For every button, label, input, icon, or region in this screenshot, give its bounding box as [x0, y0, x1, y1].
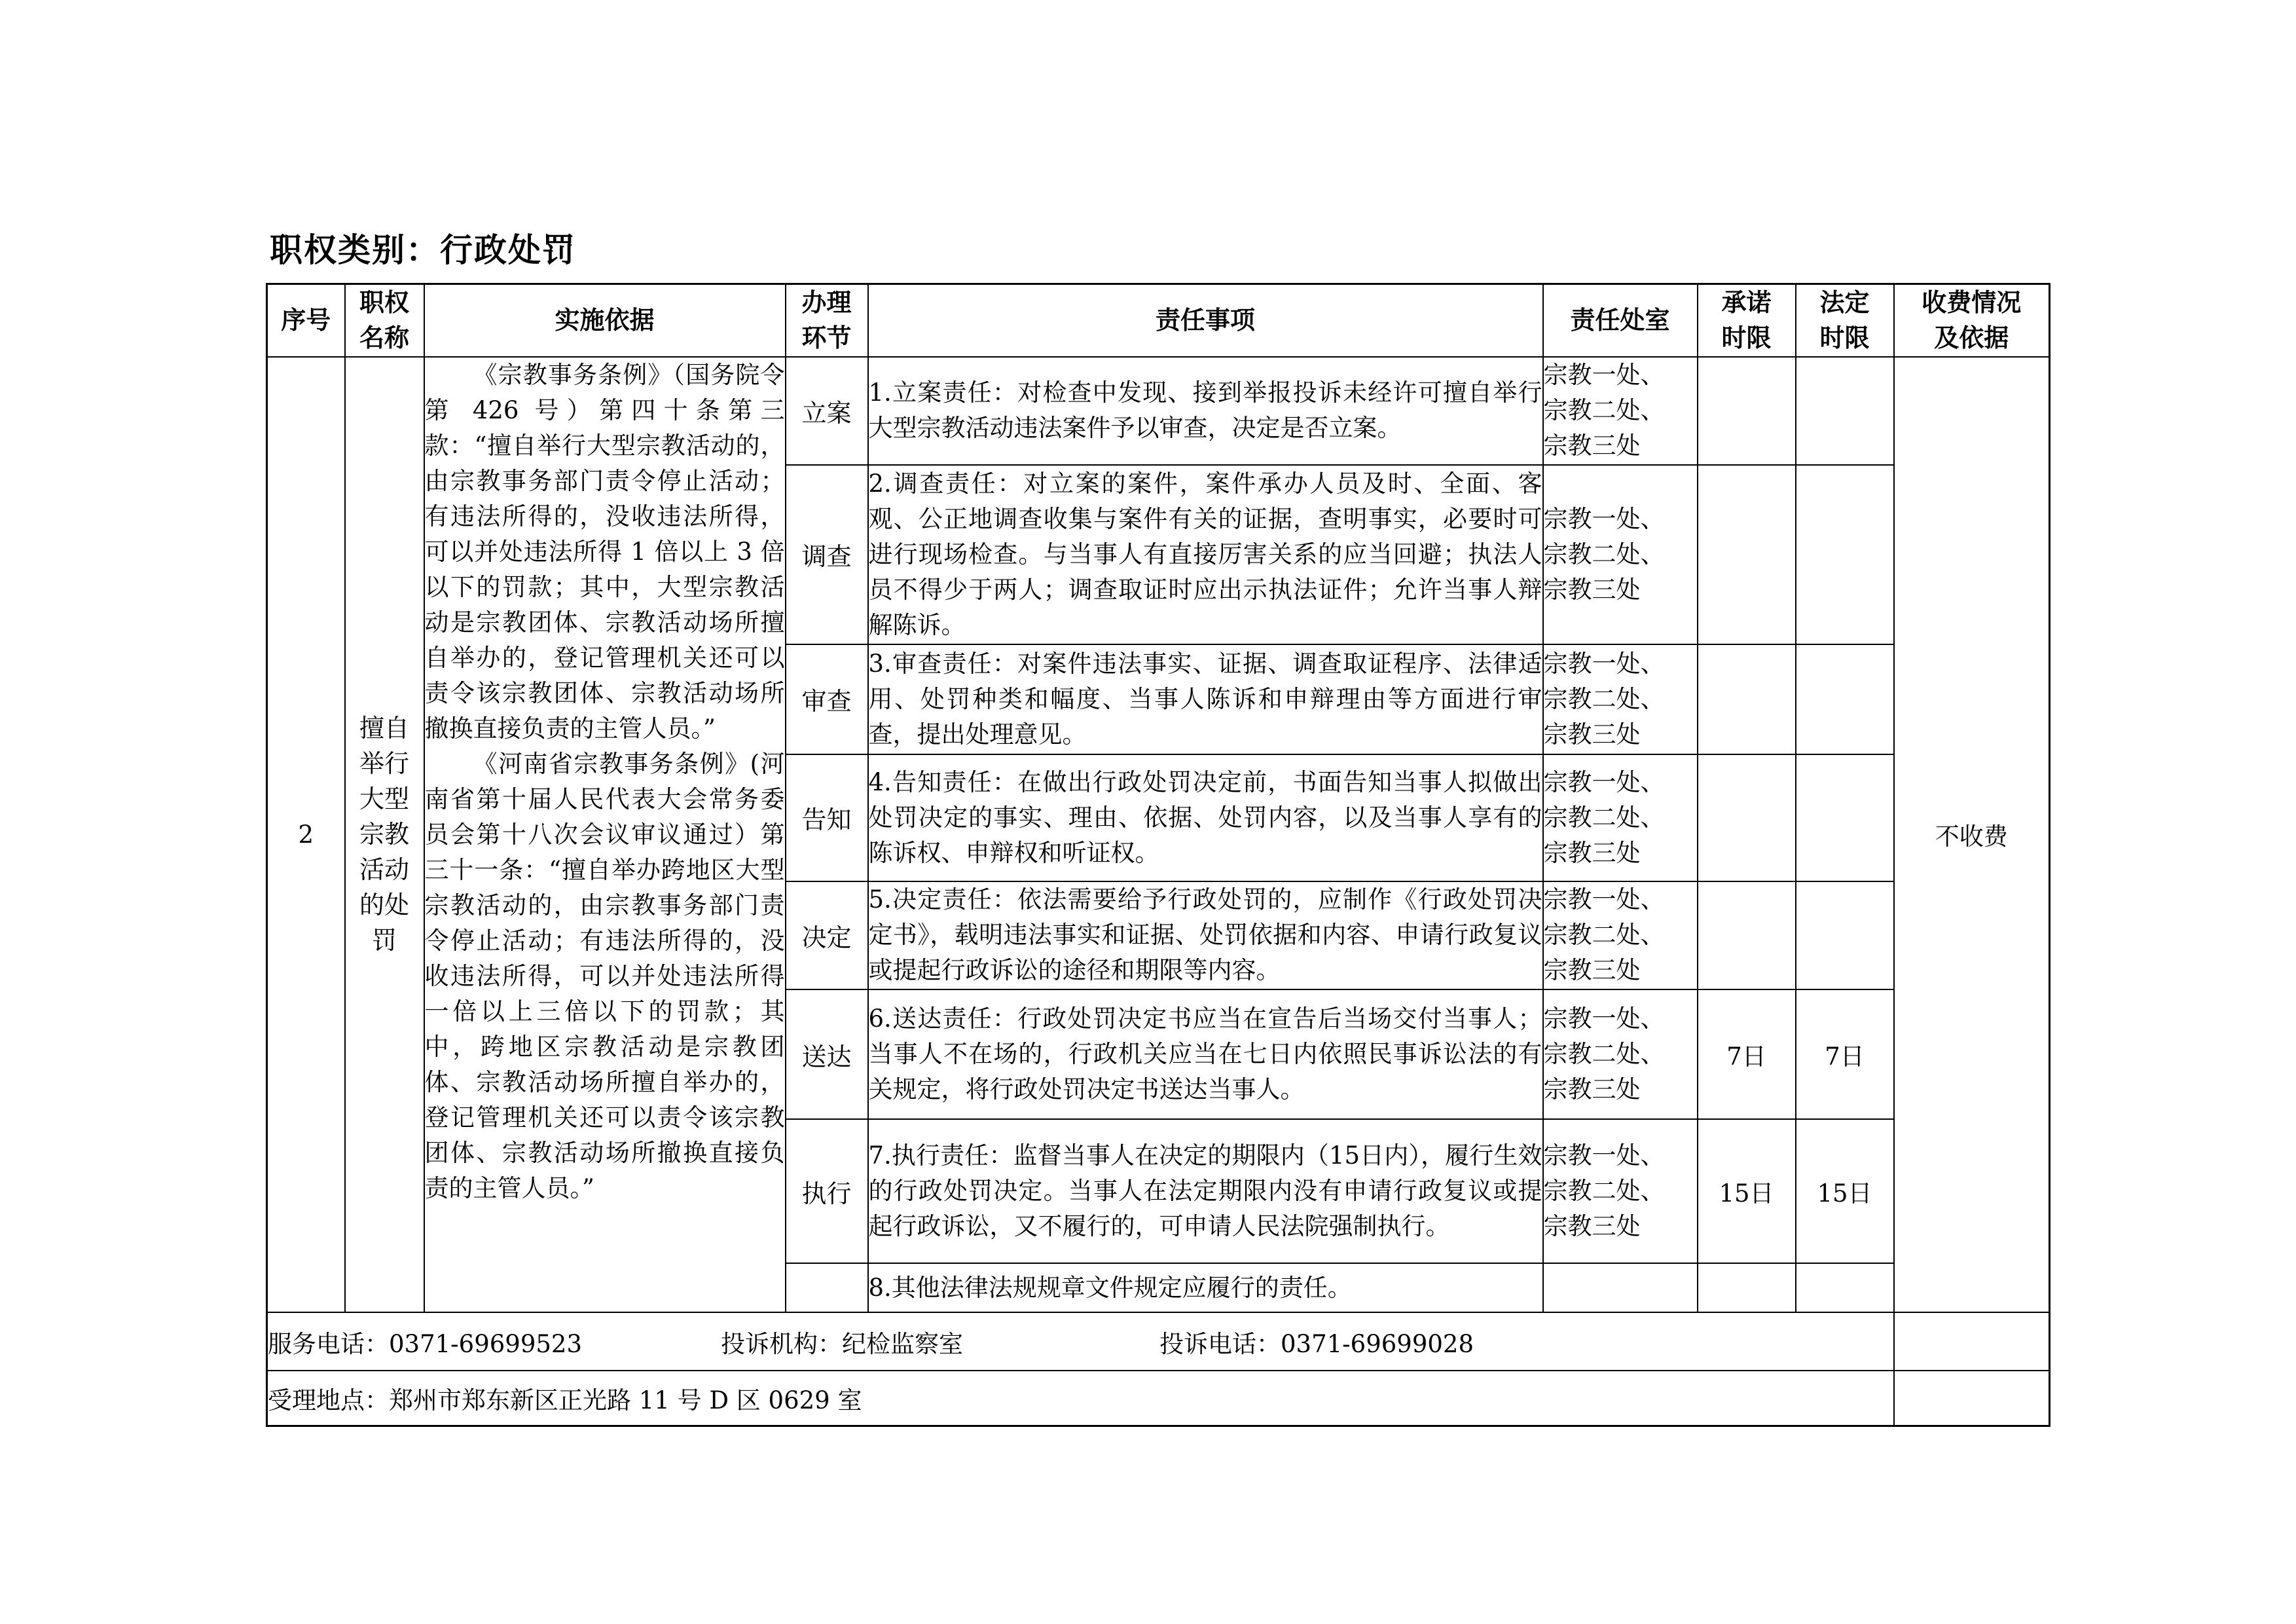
header-legal-text: 法定时限	[1819, 288, 1870, 353]
footer-empty-cell	[1894, 1312, 2050, 1371]
header-fee-text: 收费情况及依据	[1922, 288, 2022, 353]
complaint-phone: 投诉电话：0371-69699028	[1159, 1329, 1474, 1358]
header-duty: 责任事项	[868, 284, 1543, 357]
complaint-org: 投诉机构：纪检监察室	[721, 1329, 963, 1358]
seq-cell: 2	[267, 357, 345, 1313]
legal-cell	[1796, 754, 1894, 881]
legal-cell: 7日	[1796, 989, 1894, 1119]
stage-cell: 调查	[786, 465, 868, 644]
dept-text: 宗教一处、宗教二处、宗教三处	[1543, 361, 1665, 460]
stage-cell: 执行	[786, 1119, 868, 1263]
service-phone: 服务电话：0371-69699523	[268, 1329, 582, 1358]
basis-paragraph: 《河南省宗教事务条例》(河南省第十届人民代表大会常务委员会第十八次会议审议通过）第三十一条：“擅自举办跨地区大型宗教活动的，由宗教事务部门责令停止活动；有违法所得的，没收违法所得，可以并处违法所得一倍以上三倍以下的罚款；其中，跨地区宗教活动是宗教团体、宗教活动场所擅自举办的，登记管理机关还可以责令该宗教团体、宗教活动场所撤换直接负责的主管人员。”	[424, 749, 785, 1202]
duty-cell: 2.调查责任：对立案的案件，案件承办人员及时、全面、客观、公正地调查收集与案件有关的证据，查明事实，必要时可进行现场检查。与当事人有直接厉害关系的应当回避；执法人员不得少于两人；调查取证时应出示执法证件；允许当事人辩解陈诉。	[868, 465, 1543, 644]
footer-address-row	[267, 1371, 2050, 1426]
dept-cell	[1543, 465, 1698, 644]
dept-cell	[1543, 357, 1698, 465]
table-row	[267, 357, 2050, 465]
footer-contact-row	[267, 1312, 2050, 1371]
basis-paragraph: 《宗教事务条例》（国务院令第 426 号）第四十条第三款：“擅自举行大型宗教活动的，由宗教事务部门责令停止活动；有违法所得的，没收违法所得，可以并处违法所得 1 倍以上 3 倍以下的罚款；其中，大型宗教活动是宗教团体、宗教活动场所擅自举办的，登记管理机关还可以责令该宗教团体、宗教活动场所撤换直接负责的主管人员。”	[424, 360, 785, 743]
promise-cell	[1698, 465, 1796, 644]
stage-cell: 审查	[786, 644, 868, 754]
dept-text: 宗教一处、宗教二处、宗教三处	[1543, 767, 1665, 867]
header-row	[267, 284, 2050, 357]
duty-cell: 8.其他法律法规规章文件规定应履行的责任。	[868, 1263, 1543, 1312]
legal-cell	[1796, 1263, 1894, 1312]
header-stage	[786, 284, 868, 357]
legal-cell	[1796, 644, 1894, 754]
header-stage-text: 办理环节	[801, 288, 852, 353]
dept-cell	[1543, 1263, 1698, 1312]
header-legal	[1796, 284, 1894, 357]
dept-cell	[1543, 1119, 1698, 1263]
promise-cell	[1698, 357, 1796, 465]
footer-empty-cell	[1894, 1371, 2050, 1426]
dept-text: 宗教一处、宗教二处、宗教三处	[1543, 1141, 1665, 1241]
header-name	[345, 284, 424, 357]
dept-text: 宗教一处、宗教二处、宗教三处	[1543, 504, 1665, 604]
legal-cell	[1796, 881, 1894, 989]
authority-name-cell	[345, 357, 424, 1313]
promise-cell: 7日	[1698, 989, 1796, 1119]
dept-text: 宗教一处、宗教二处、宗教三处	[1543, 649, 1665, 748]
promise-cell	[1698, 644, 1796, 754]
authority-table	[266, 283, 2050, 1427]
duty-cell: 6.送达责任：行政处罚决定书应当在宣告后当场交付当事人；当事人不在场的，行政机关应当在七日内依照民事诉讼法的有关规定，将行政处罚决定书送达当事人。	[868, 989, 1543, 1119]
stage-cell: 告知	[786, 754, 868, 881]
dept-text: 宗教一处、宗教二处、宗教三处	[1543, 885, 1665, 985]
header-fee	[1894, 284, 2050, 357]
authority-name: 擅自举行大型宗教活动的处罚	[359, 714, 409, 955]
legal-cell: 15日	[1796, 1119, 1894, 1263]
header-basis: 实施依据	[424, 284, 786, 357]
header-dept: 责任处室	[1543, 284, 1698, 357]
header-name-text: 职权名称	[359, 288, 409, 353]
dept-cell	[1543, 754, 1698, 881]
address: 受理地点：郑州市郑东新区正光路 11 号 D 区 0629 室	[268, 1386, 862, 1414]
dept-cell	[1543, 644, 1698, 754]
header-promise-text: 承诺时限	[1721, 288, 1772, 353]
fee-cell: 不收费	[1894, 357, 2050, 1313]
footer-contact-cell	[267, 1312, 1894, 1371]
promise-cell	[1698, 881, 1796, 989]
duty-cell: 1.立案责任：对检查中发现、接到举报投诉未经许可擅自举行大型宗教活动违法案件予以审查，决定是否立案。	[868, 357, 1543, 465]
stage-cell: 决定	[786, 881, 868, 989]
stage-cell	[786, 1263, 868, 1312]
promise-cell: 15日	[1698, 1119, 1796, 1263]
legal-cell	[1796, 357, 1894, 465]
header-promise	[1698, 284, 1796, 357]
page-title: 职权类别：行政处罚	[270, 231, 576, 269]
promise-cell	[1698, 754, 1796, 881]
dept-cell	[1543, 989, 1698, 1119]
header-seq: 序号	[267, 284, 345, 357]
dept-text: 宗教一处、宗教二处、宗教三处	[1543, 1005, 1665, 1104]
duty-cell: 3.审查责任：对案件违法事实、证据、调查取证程序、法律适用、处罚种类和幅度、当事人陈诉和申辩理由等方面进行审查，提出处理意见。	[868, 644, 1543, 754]
duty-cell: 5.决定责任：依法需要给予行政处罚的，应制作《行政处罚决定书》，载明违法事实和证据、处罚依据和内容、申请行政复议或提起行政诉讼的途径和期限等内容。	[868, 881, 1543, 989]
promise-cell	[1698, 1263, 1796, 1312]
basis-cell	[424, 357, 786, 1313]
dept-cell	[1543, 881, 1698, 989]
stage-cell: 送达	[786, 989, 868, 1119]
stage-cell: 立案	[786, 357, 868, 465]
footer-address-cell	[267, 1371, 1894, 1426]
legal-cell	[1796, 465, 1894, 644]
duty-cell: 7.执行责任：监督当事人在决定的期限内（15日内），履行生效的行政处罚决定。当事人在法定期限内没有申请行政复议或提起行政诉讼，又不履行的，可申请人民法院强制执行。	[868, 1119, 1543, 1263]
duty-cell: 4.告知责任：在做出行政处罚决定前，书面告知当事人拟做出处罚决定的事实、理由、依据、处罚内容，以及当事人享有的陈诉权、申辩权和听证权。	[868, 754, 1543, 881]
